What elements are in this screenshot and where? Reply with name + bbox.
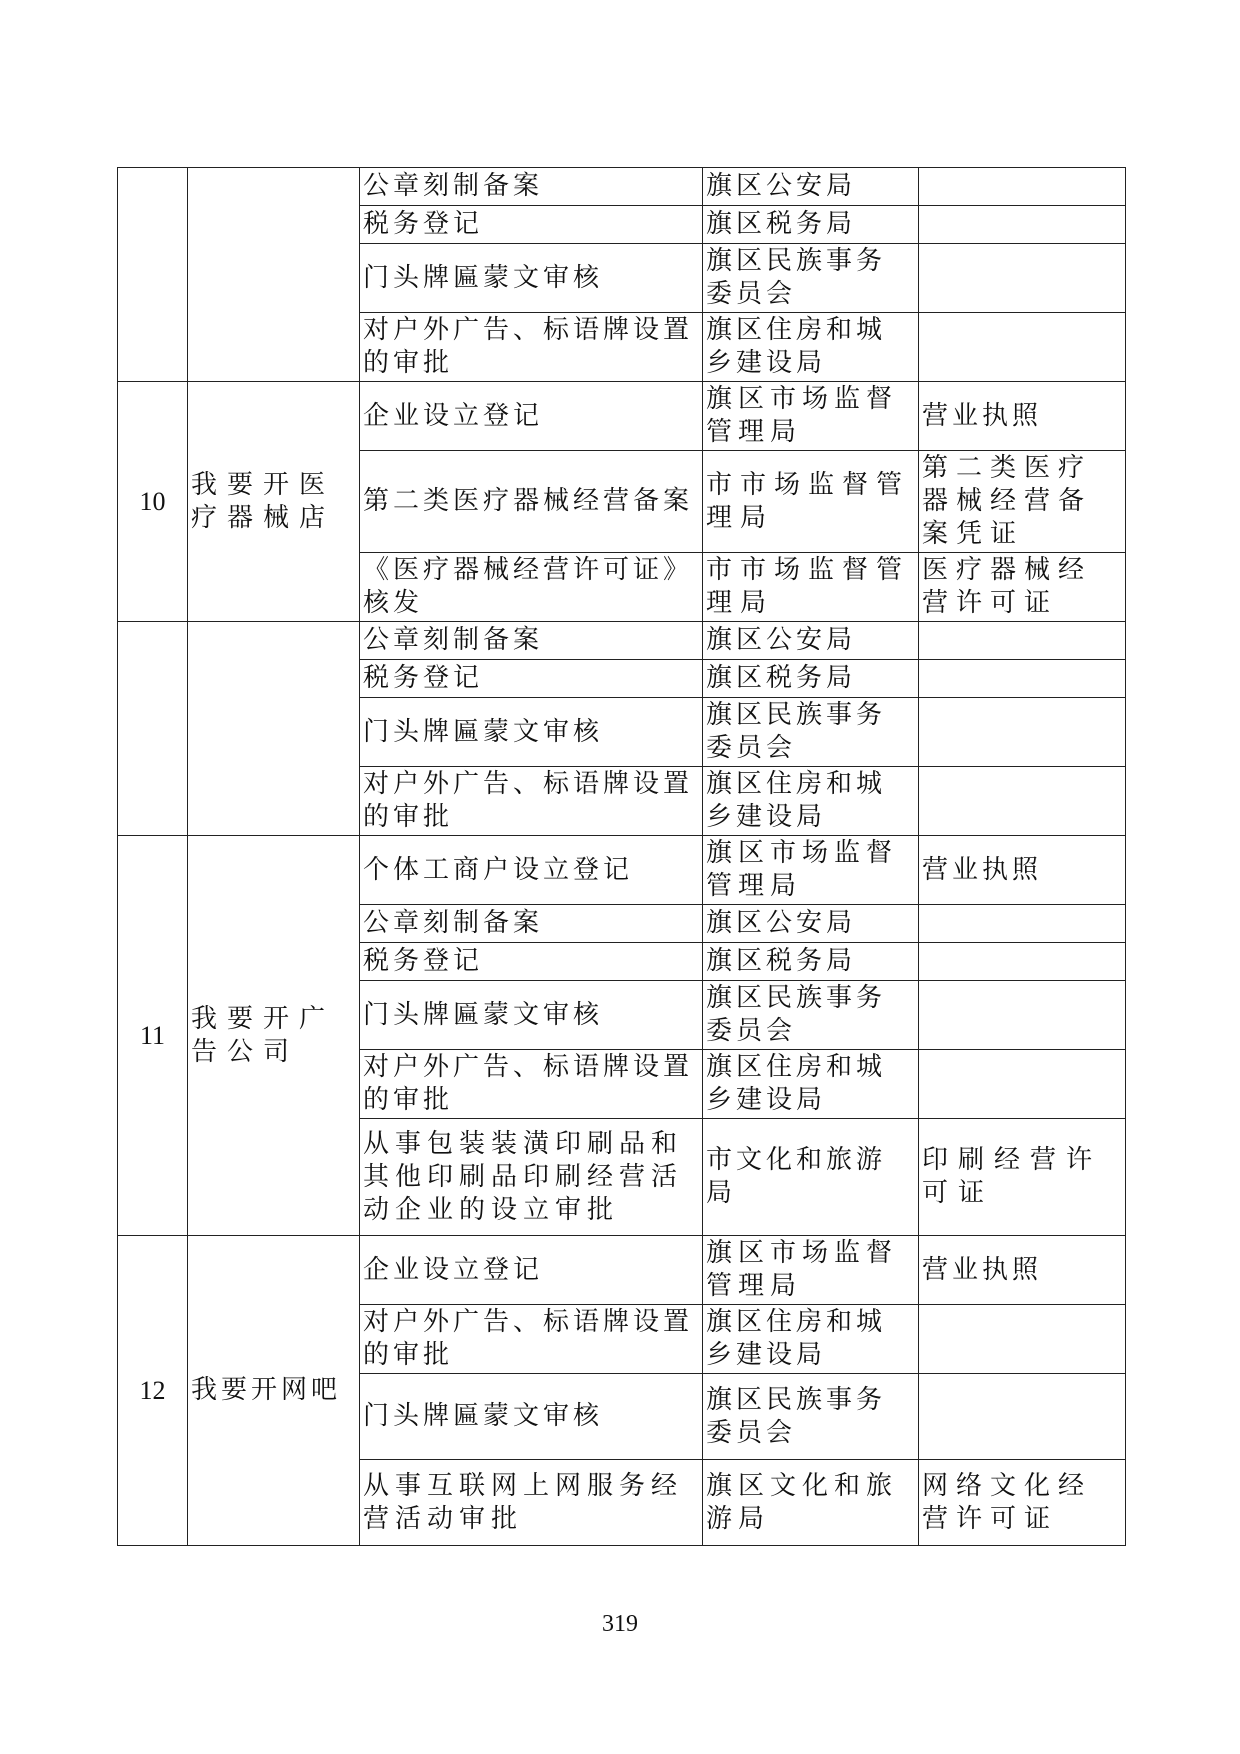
department-cell: 旗区文化和旅游局 [703, 1460, 919, 1546]
matter-cell: 企业设立登记 [360, 382, 703, 451]
matter-cell: 对户外广告、标语牌设置的审批 [360, 767, 703, 836]
department-cell: 旗区市场监督管理局 [703, 382, 919, 451]
department-cell: 旗区住房和城乡建设局 [703, 767, 919, 836]
row-number-cell [118, 168, 188, 382]
license-cell: 印刷经营许可证 [919, 1119, 1126, 1236]
department-cell: 旗区民族事务委员会 [703, 698, 919, 767]
matter-cell: 对户外广告、标语牌设置的审批 [360, 1305, 703, 1374]
department-cell: 旗区税务局 [703, 943, 919, 981]
matter-cell: 税务登记 [360, 660, 703, 698]
scenario-name-cell [188, 622, 360, 836]
license-cell [919, 767, 1126, 836]
matter-cell: 门头牌匾蒙文审核 [360, 244, 703, 313]
matter-cell: 税务登记 [360, 206, 703, 244]
license-cell [919, 206, 1126, 244]
department-cell: 旗区市场监督管理局 [703, 1236, 919, 1305]
license-cell: 医疗器械经营许可证 [919, 553, 1126, 622]
license-cell [919, 1305, 1126, 1374]
scenario-name-cell: 我要开医疗器械店 [188, 382, 360, 622]
scenario-name-cell: 我要开广告公司 [188, 836, 360, 1236]
table-row [118, 836, 1126, 905]
table-row [118, 382, 1126, 451]
license-cell: 网络文化经营许可证 [919, 1460, 1126, 1546]
license-cell [919, 1374, 1126, 1460]
department-cell: 市市场监督管理局 [703, 553, 919, 622]
license-cell [919, 698, 1126, 767]
department-cell: 旗区住房和城乡建设局 [703, 1305, 919, 1374]
license-cell: 第二类医疗器械经营备案凭证 [919, 451, 1126, 553]
matter-cell: 个体工商户设立登记 [360, 836, 703, 905]
license-cell [919, 981, 1126, 1050]
matter-cell: 《医疗器械经营许可证》核发 [360, 553, 703, 622]
department-cell: 旗区市场监督管理局 [703, 836, 919, 905]
row-number-cell [118, 622, 188, 836]
scenario-name-cell [188, 168, 360, 382]
department-cell: 旗区公安局 [703, 168, 919, 206]
license-cell [919, 943, 1126, 981]
page-number: 319 [602, 1611, 638, 1637]
license-cell: 营业执照 [919, 1236, 1126, 1305]
license-cell [919, 313, 1126, 382]
license-cell [919, 244, 1126, 313]
department-cell: 旗区公安局 [703, 905, 919, 943]
table-row [118, 622, 1126, 660]
scenario-name-cell: 我要开网吧 [188, 1236, 360, 1546]
license-cell [919, 905, 1126, 943]
row-number-cell: 11 [118, 836, 188, 1236]
license-cell: 营业执照 [919, 836, 1126, 905]
department-cell: 旗区税务局 [703, 660, 919, 698]
license-cell [919, 622, 1126, 660]
matter-cell: 门头牌匾蒙文审核 [360, 981, 703, 1050]
table-row [118, 168, 1126, 206]
service-table [117, 167, 1126, 1546]
license-cell [919, 660, 1126, 698]
matter-cell: 公章刻制备案 [360, 622, 703, 660]
matter-cell: 对户外广告、标语牌设置的审批 [360, 1050, 703, 1119]
matter-cell: 税务登记 [360, 943, 703, 981]
matter-cell: 门头牌匾蒙文审核 [360, 1374, 703, 1460]
table-row [118, 1236, 1126, 1305]
department-cell: 旗区民族事务委员会 [703, 244, 919, 313]
license-cell [919, 1050, 1126, 1119]
matter-cell: 对户外广告、标语牌设置的审批 [360, 313, 703, 382]
department-cell: 旗区民族事务委员会 [703, 981, 919, 1050]
matter-cell: 企业设立登记 [360, 1236, 703, 1305]
department-cell: 市市场监督管理局 [703, 451, 919, 553]
matter-cell: 从事包装装潢印刷品和其他印刷品印刷经营活动企业的设立审批 [360, 1119, 703, 1236]
license-cell: 营业执照 [919, 382, 1126, 451]
department-cell: 市文化和旅游局 [703, 1119, 919, 1236]
matter-cell: 从事互联网上网服务经营活动审批 [360, 1460, 703, 1546]
matter-cell: 公章刻制备案 [360, 905, 703, 943]
matter-cell: 第二类医疗器械经营备案 [360, 451, 703, 553]
matter-cell: 门头牌匾蒙文审核 [360, 698, 703, 767]
department-cell: 旗区税务局 [703, 206, 919, 244]
department-cell: 旗区公安局 [703, 622, 919, 660]
license-cell [919, 168, 1126, 206]
department-cell: 旗区住房和城乡建设局 [703, 1050, 919, 1119]
row-number-cell: 12 [118, 1236, 188, 1546]
row-number-cell: 10 [118, 382, 188, 622]
matter-cell: 公章刻制备案 [360, 168, 703, 206]
department-cell: 旗区民族事务委员会 [703, 1374, 919, 1460]
department-cell: 旗区住房和城乡建设局 [703, 313, 919, 382]
